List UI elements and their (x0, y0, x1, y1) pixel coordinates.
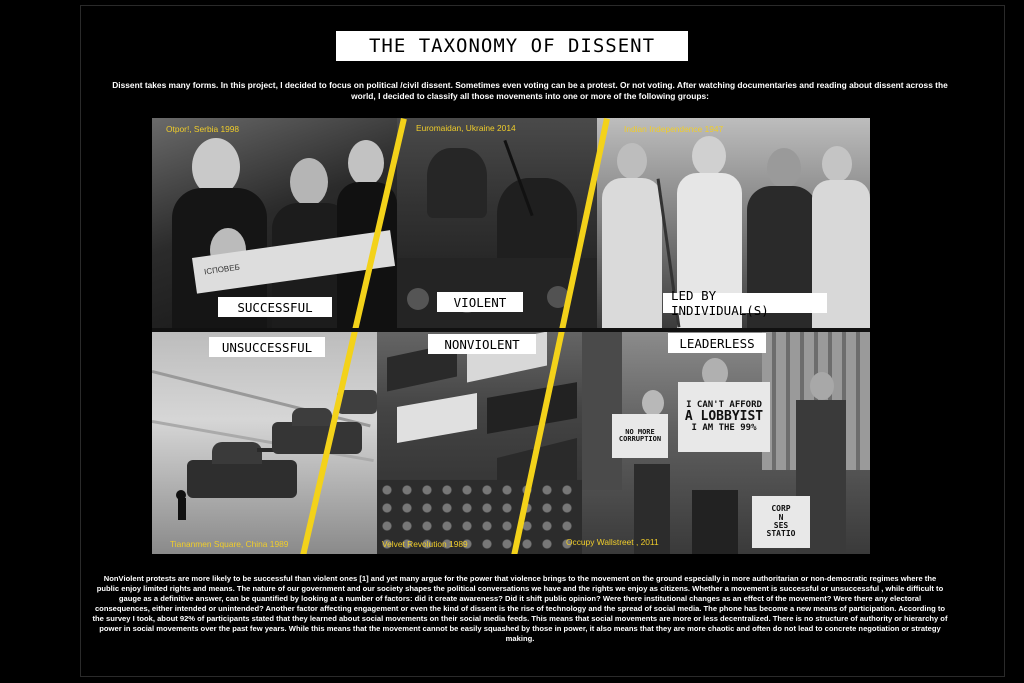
sign-poster (752, 496, 810, 548)
caption-euromaidan: Euromaidan, Ukraine 2014 (416, 123, 516, 133)
photo-collage (152, 118, 870, 554)
sign-no-more-corruption (612, 414, 668, 458)
caption-otpor: Otpor!, Serbia 1998 (166, 124, 240, 134)
sign-line: NO MORE (625, 427, 655, 436)
caption-indian-independence: Indian Independence 1947 (624, 124, 724, 134)
label-led-by-individuals: LED BY INDIVIDUAL(S) (663, 293, 827, 313)
banner-text: ІСПОВЕБ (203, 262, 241, 277)
label-violent: VIOLENT (437, 292, 523, 312)
sign-lobbyist (678, 382, 770, 452)
sign-line: N (778, 512, 784, 522)
divider-stripe-mid (152, 328, 870, 332)
caption-occupy: Occupy Wallstreet , 2011 (566, 537, 659, 547)
page-title: THE TAXONOMY OF DISSENT (336, 31, 688, 61)
sign-line: I CAN'T AFFORD (686, 399, 762, 410)
label-nonviolent: NONVIOLENT (428, 334, 536, 354)
photo-occupy-wallstreet (582, 330, 870, 554)
intro-text: Dissent takes many forms. In this project, I decided to focus on political /civil dissent. Sometimes even voting can be a protest. Or not voting. After watching documentaries and reading about dissent across the world, I decided to classify all those movements into one or more of the following groups: (112, 80, 948, 101)
label-leaderless: LEADERLESS (668, 333, 766, 353)
sign-line: CORP (771, 504, 791, 514)
caption-velvet-revolution: Velvet Revolution 1989 (382, 539, 468, 549)
sign-line: I AM THE 99% (691, 422, 757, 433)
caption-tiananmen: Tiananmen Square, China 1989 (170, 539, 289, 549)
sign-line: SES (773, 521, 789, 530)
sign-line: A LOBBYIST (684, 409, 764, 425)
sign-line: CORRUPTION (618, 435, 662, 443)
body-text: NonViolent protests are more likely to be successful than violent ones [1] and yet many argue for the power that violence brings to the movement on the ground especially in more authoritarian or non-democratic regimes where the public enjoy limited rights and means. The nature of our government and our society shapes the political conversations we have and the rights we enjoy as citizens. Whether a movement is successful or unsuccessful , while difficult to gauge as a definitive answer, can be quantified by looking at a number of factors: did it create awareness? Did it shift public opinion? Were there institutional changes as an effect of the movement? Were there any electoral consequences, either intended or unintended? Another factor affecting engagement or even the kind of dissent is the rise of technology and the spread of social media. The phone has become a new means of participation. According to the survey I took, about 92% of participants stated that they learned about social movements on their social media feeds. This means that social movements are more or less decentralized. There is no structure of authority or hierarchy of power in social movements over the past few years. While this means that the movement cannot be easily squashed by those in power, it also means that they are more chaotic and often do not lead to concrete negotiation or strategy making. (92, 574, 948, 643)
label-successful: SUCCESSFUL (218, 297, 332, 317)
label-unsuccessful: UNSUCCESSFUL (209, 337, 325, 357)
sign-line: STATIO (766, 529, 796, 539)
